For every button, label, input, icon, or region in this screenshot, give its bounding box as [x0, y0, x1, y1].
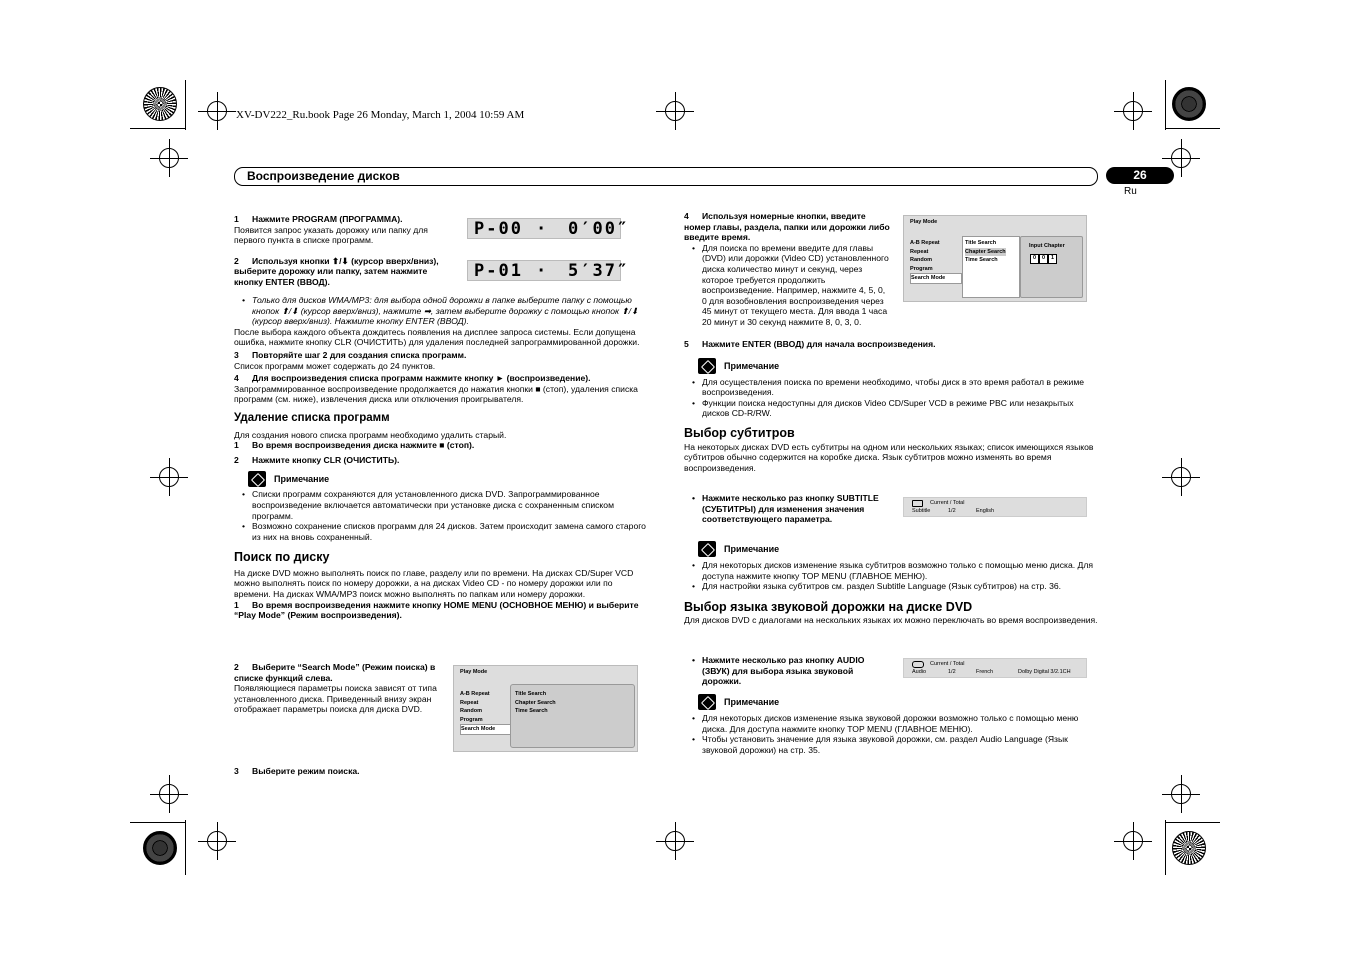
trim-line [130, 822, 185, 823]
paragraph: Список программ может содержать до 24 пунктов. [234, 360, 436, 371]
search-option[interactable]: Chapter Search [515, 699, 556, 706]
step-text: Появится запрос указать дорожку или папку для первого пункта в списке программ. [234, 224, 428, 246]
audio-step: • Нажмите несколько раз кнопку AUDIO (ЗВУК) для выбора языка звуковой дорожки. [684, 655, 894, 687]
lcd-display-1: P-00 · 0′00″ [467, 218, 621, 239]
crosshair-mark [159, 148, 179, 168]
section-title-bar [234, 167, 1098, 186]
note-bullet: • Возможно сохранение списков программ для 24 дисков. Затем происходит замена самого старого из них на вновь сохраненный. [234, 521, 649, 542]
heading-delete-program: Удаление списка программ [234, 411, 390, 424]
left-column-search-step: 2 Выберите “Search Mode” (Режим поиска) в списке функций слева. Появляющиеся параметры поиска зависят от типа установленного диска. Приведенный внизу экран отображает параметры поиска для диска DVD. [234, 662, 442, 715]
right-column-top: 4 Используя номерные кнопки, введите номер главы, раздела, папки или дорожки либо введите время. • Для поиска по времени введите для главы (DVD) или дорожки (Video CD) установленного диска количество минут и секунд, через которое требуется продолжить воспроизведение. Например, нажмите 4, 5, 0, 0 для возобновления воспроизведения через 45 минут от текущего места. Для ввода 1 часа 20 минут и 30 секунд нажмите 8, 0, 3, 0. [684, 211, 892, 328]
crosshair-mark [1171, 784, 1191, 804]
trim-line [1165, 822, 1220, 823]
note-pencil-icon [698, 358, 716, 374]
crosshair-mark [1171, 467, 1191, 487]
heading-audio-language: Выбор языка звуковой дорожки на диске DVD [684, 599, 973, 614]
menu-item[interactable]: Repeat [910, 248, 929, 255]
trim-line [1165, 820, 1166, 875]
registration-wheel-bottom-left [143, 831, 177, 865]
paragraph: На диске DVD можно выполнять поиск по главе, разделу или по времени. На дисках CD/Super VCD можно выполнять поиск по номеру дорожки, а на дисках Video CD - по номеру дорожки или по времени. На дисках WMA/MP3 поиск можно выполнять по папкам или номеру дорожки. [234, 567, 634, 600]
menu-item[interactable]: A-B Repeat [460, 691, 490, 697]
note-bullet: • Для настройки языка субтитров см. раздел Subtitle Language (Язык субтитров) на стр. 36. [684, 581, 1098, 592]
paragraph: На некоторых дисках DVD есть субтитры на одном или нескольких языках; список имеющихся языков субтитров обычно содержится на коробке диска. Язык субтитров можно изменять во время воспроизведения. [684, 441, 1094, 473]
search-option-selected[interactable]: Chapter Search [965, 248, 1006, 255]
bullet: • Для поиска по времени введите для главы (DVD) или дорожки (Video CD) установленного диска количество минут и секунд, через которое требуется продолжить воспроизведение. Например, нажмите 4, 5, 0, 0 для возобновления воспроизведения через 45 минут от текущего места. Для ввода 1 часа 20 минут и 30 секунд нажмите 8, 0, 3, 0. [684, 243, 892, 328]
heading-disc-search: Поиск по диску [234, 550, 330, 565]
paragraph: Появляющиеся параметры поиска зависят от типа установленного диска. Приведенный внизу экран отображает параметры поиска для диска DVD. [234, 683, 437, 715]
menu-item-selected[interactable]: Search Mode [910, 273, 962, 284]
note-pencil-icon [698, 541, 716, 557]
note-bullet: • Списки программ сохраняются для установленного диска DVD. Запрограммированное воспроизведение включается автоматически при установке диска с сохраненным списком программ. [234, 489, 649, 521]
right-column-lower [684, 541, 1098, 626]
chapter-digit-input[interactable]: 0 0 1 [1030, 254, 1057, 264]
paragraph: После выбора каждого объекта дождитесь появления на дисплее запроса системы. Если допущена ошибка, нажмите кнопку CLR (ОЧИСТИТЬ) для удаления последней запрограммированной дорожки. [234, 326, 640, 348]
left-column-top: 1 Нажмите PROGRAM (ПРОГРАММА). Появится запрос указать дорожку или папку для первого пункта в списке программ. 2 Используя кнопки ⬆/⬇ (курсор вверх/вниз), выберите дорожку или папку, затем нажмите кнопку ENTER (ВВОД). [234, 214, 449, 288]
paragraph: Для дисков DVD с диалогами на нескольких языках их можно переключать во время воспроизведения. [684, 615, 1098, 626]
registration-wheel-top-right [1172, 87, 1206, 121]
crosshair-mark [159, 784, 179, 804]
menu-item-selected[interactable]: Search Mode [460, 724, 512, 735]
menu-item[interactable]: Repeat [460, 699, 479, 706]
note-pencil-icon [698, 694, 716, 710]
menu-item[interactable]: Random [460, 708, 482, 714]
crosshair-mark [1123, 101, 1143, 121]
right-column-main: 5 Нажмите ENTER (ВВОД) для начала воспроизведения. Примечание • Для осуществления поиска по времени необходимо, чтобы диск в это время работал в режиме воспроизведения. • Функции поиска недоступны для дисков Video CD/Super VCD в режиме PBC или незакрытых дисков CD-R/RW. Выбор субтитров На некоторых дисках DVD есть субтитры на одном или нескольких языках; список имеющихся языков субтитров обычно содержится на коробке диска. Язык субтитров можно изменять во время воспроизведения. [684, 339, 1098, 473]
menu-item[interactable]: A-B Repeat [910, 240, 940, 246]
left-column-step3: 3 Выберите режим поиска. [234, 766, 360, 776]
file-header: XV-DV222_Ru.book Page 26 Monday, March 1, 2004 10:59 AM [236, 109, 525, 121]
search-option[interactable]: Title Search [965, 240, 997, 246]
subtitle-display-strip: Current / Total Subtitle 1/2 English [903, 497, 1087, 517]
registration-wheel-top-left [143, 87, 177, 121]
page-number: 26 [1106, 167, 1174, 184]
note-header: Примечание [684, 358, 1098, 374]
heading-subtitles: Выбор субтитров [684, 425, 795, 440]
subtitle-icon [912, 500, 923, 507]
note-bullet: • Для осуществления поиска по времени необходимо, чтобы диск в это время работал в режиме воспроизведения. [684, 377, 1098, 398]
search-option[interactable]: Time Search [515, 708, 548, 714]
note-bullet: • Для некоторых дисков изменение языка субтитров возможно только с помощью меню диска. Для доступа нажмите кнопку TOP MENU (ГЛАВНОЕ МЕНЮ). [684, 560, 1098, 581]
left-column-main: • Только для дисков WMA/MP3: для выбора одной дорожки в папке выберите папку с помощью кнопок ⬆/⬇ (курсор вверх/вниз), нажмите ➡, затем выберите дорожку с помощью кнопок ⬆/⬇ (курсор вверх/вниз). Нажмите кнопку ENTER (ВВОД). После выбора каждого объекта дождитесь появления на дисплее запроса системы. Если допущена ошибка, нажмите кнопку CLR (ОЧИСТИТЬ) для удаления последней запрограммированной дорожки. 3 Повторяйте шаг 2 для создания списка программ. Список программ может содержать до 24 пунктов. 4 Для воспроизведения списка программ нажмите кнопку ► (воспроизведение). Запрограммированное воспроизведение продолжается до нажатия кнопки ■ (стоп), удаления списка программ (см. ниже), извлечения диска или отключения проигрывателя. Удаление списка программ Для создания нового списка программ необходимо удалить старый. 1 Во время воспроизведения диска нажмите ■ (стоп). 2 Нажмите кнопку CLR (ОЧИСТИТЬ). Примечание • Списки программ сохраняются для установленного диска DVD. Запрограммированное воспроизведение включается автоматически при установке диска с сохраненным списком программ. • Возможно сохранение списков программ для 24 дисков. Затем происходит замена самого старого из них на вновь сохраненный. Поиск по диску На диске DVD можно выполнять поиск по главе, разделу или по времени. На дисках CD/Super VCD можно выполнять поиск по номеру дорожки, а на дисках Video CD - по номеру дорожки или по времени. На дисках WMA/MP3 поиск можно выполнять по папкам или номеру дорожки. 1 Во время воспроизведения нажмите кнопку HOME MENU (ОСНОВНОЕ МЕНЮ) и выберите “Play Mode” (Режим воспроизведения). [234, 295, 649, 621]
note-bullet: • Для некоторых дисков изменение языка звуковой дорожки возможно только с помощью меню диска. Для доступа нажмите кнопку TOP MENU (ГЛАВНОЕ МЕНЮ). [684, 713, 1098, 734]
subtitle-step: • Нажмите несколько раз кнопку SUBTITLE (СУБТИТРЫ) для изменения значения соответствующего параметра. [684, 493, 894, 525]
lcd-display-2: P-01 · 5′37″ [467, 260, 621, 281]
play-mode-screen-1 [453, 665, 638, 752]
registration-wheel-bottom-right [1172, 831, 1206, 865]
crosshair-mark [207, 101, 227, 121]
section-title: Воспроизведение дисков [247, 169, 400, 183]
trim-line [130, 128, 185, 129]
note-header: Примечание [234, 471, 649, 487]
search-option[interactable]: Time Search [965, 257, 998, 263]
crosshair-mark [665, 831, 685, 851]
audio-icon [912, 661, 924, 668]
language-code: Ru [1124, 186, 1137, 197]
play-mode-title: Play Mode [460, 669, 488, 675]
trim-line [185, 80, 186, 130]
crosshair-mark [1123, 831, 1143, 851]
note-header: Примечание [684, 694, 1098, 710]
paragraph: Для создания нового списка программ необходимо удалить старый. [234, 429, 507, 440]
play-mode-screen-2 [903, 215, 1087, 302]
paragraph: Запрограммированное воспроизведение продолжается до нажатия кнопки ■ (стоп), удаления списка программ (см. ниже), извлечения диска или отключения проигрывателя. [234, 383, 638, 405]
right-column-bottom [684, 694, 1098, 755]
note-pencil-icon [248, 471, 266, 487]
trim-line [1165, 128, 1220, 129]
search-option[interactable]: Title Search [515, 691, 547, 697]
trim-line [185, 820, 186, 875]
audio-display-strip: Current / Total Audio 1/2 French Dolby Digital 3/2.1CH [903, 658, 1087, 678]
play-mode-title: Play Mode [910, 219, 938, 225]
note-bullet: • Функции поиска недоступны для дисков Video CD/Super VCD в режиме PBC или незакрытых дисков CD-R/RW. [684, 398, 1098, 419]
crosshair-mark [207, 831, 227, 851]
input-chapter-label: Input Chapter [1029, 243, 1065, 249]
note-header: Примечание [684, 541, 1098, 557]
crosshair-mark [1171, 148, 1191, 168]
menu-item[interactable]: Random [910, 257, 932, 263]
menu-item[interactable]: Program [460, 716, 483, 723]
trim-line [1165, 80, 1166, 130]
bullet: • Только для дисков WMA/MP3: для выбора одной дорожки в папке выберите папку с помощью кнопок ⬆/⬇ (курсор вверх/вниз), нажмите ➡, затем выберите дорожку с помощью кнопок ⬆/⬇ (курсор вверх/вниз). Нажмите кнопку ENTER (ВВОД). [234, 295, 649, 327]
menu-item[interactable]: Program [910, 265, 933, 272]
note-bullet: • Чтобы установить значение для языка звуковой дорожки, см. раздел Audio Language (Язык звуковой дорожки) на стр. 35. [684, 734, 1098, 755]
crosshair-mark [159, 467, 179, 487]
crosshair-mark [665, 101, 685, 121]
